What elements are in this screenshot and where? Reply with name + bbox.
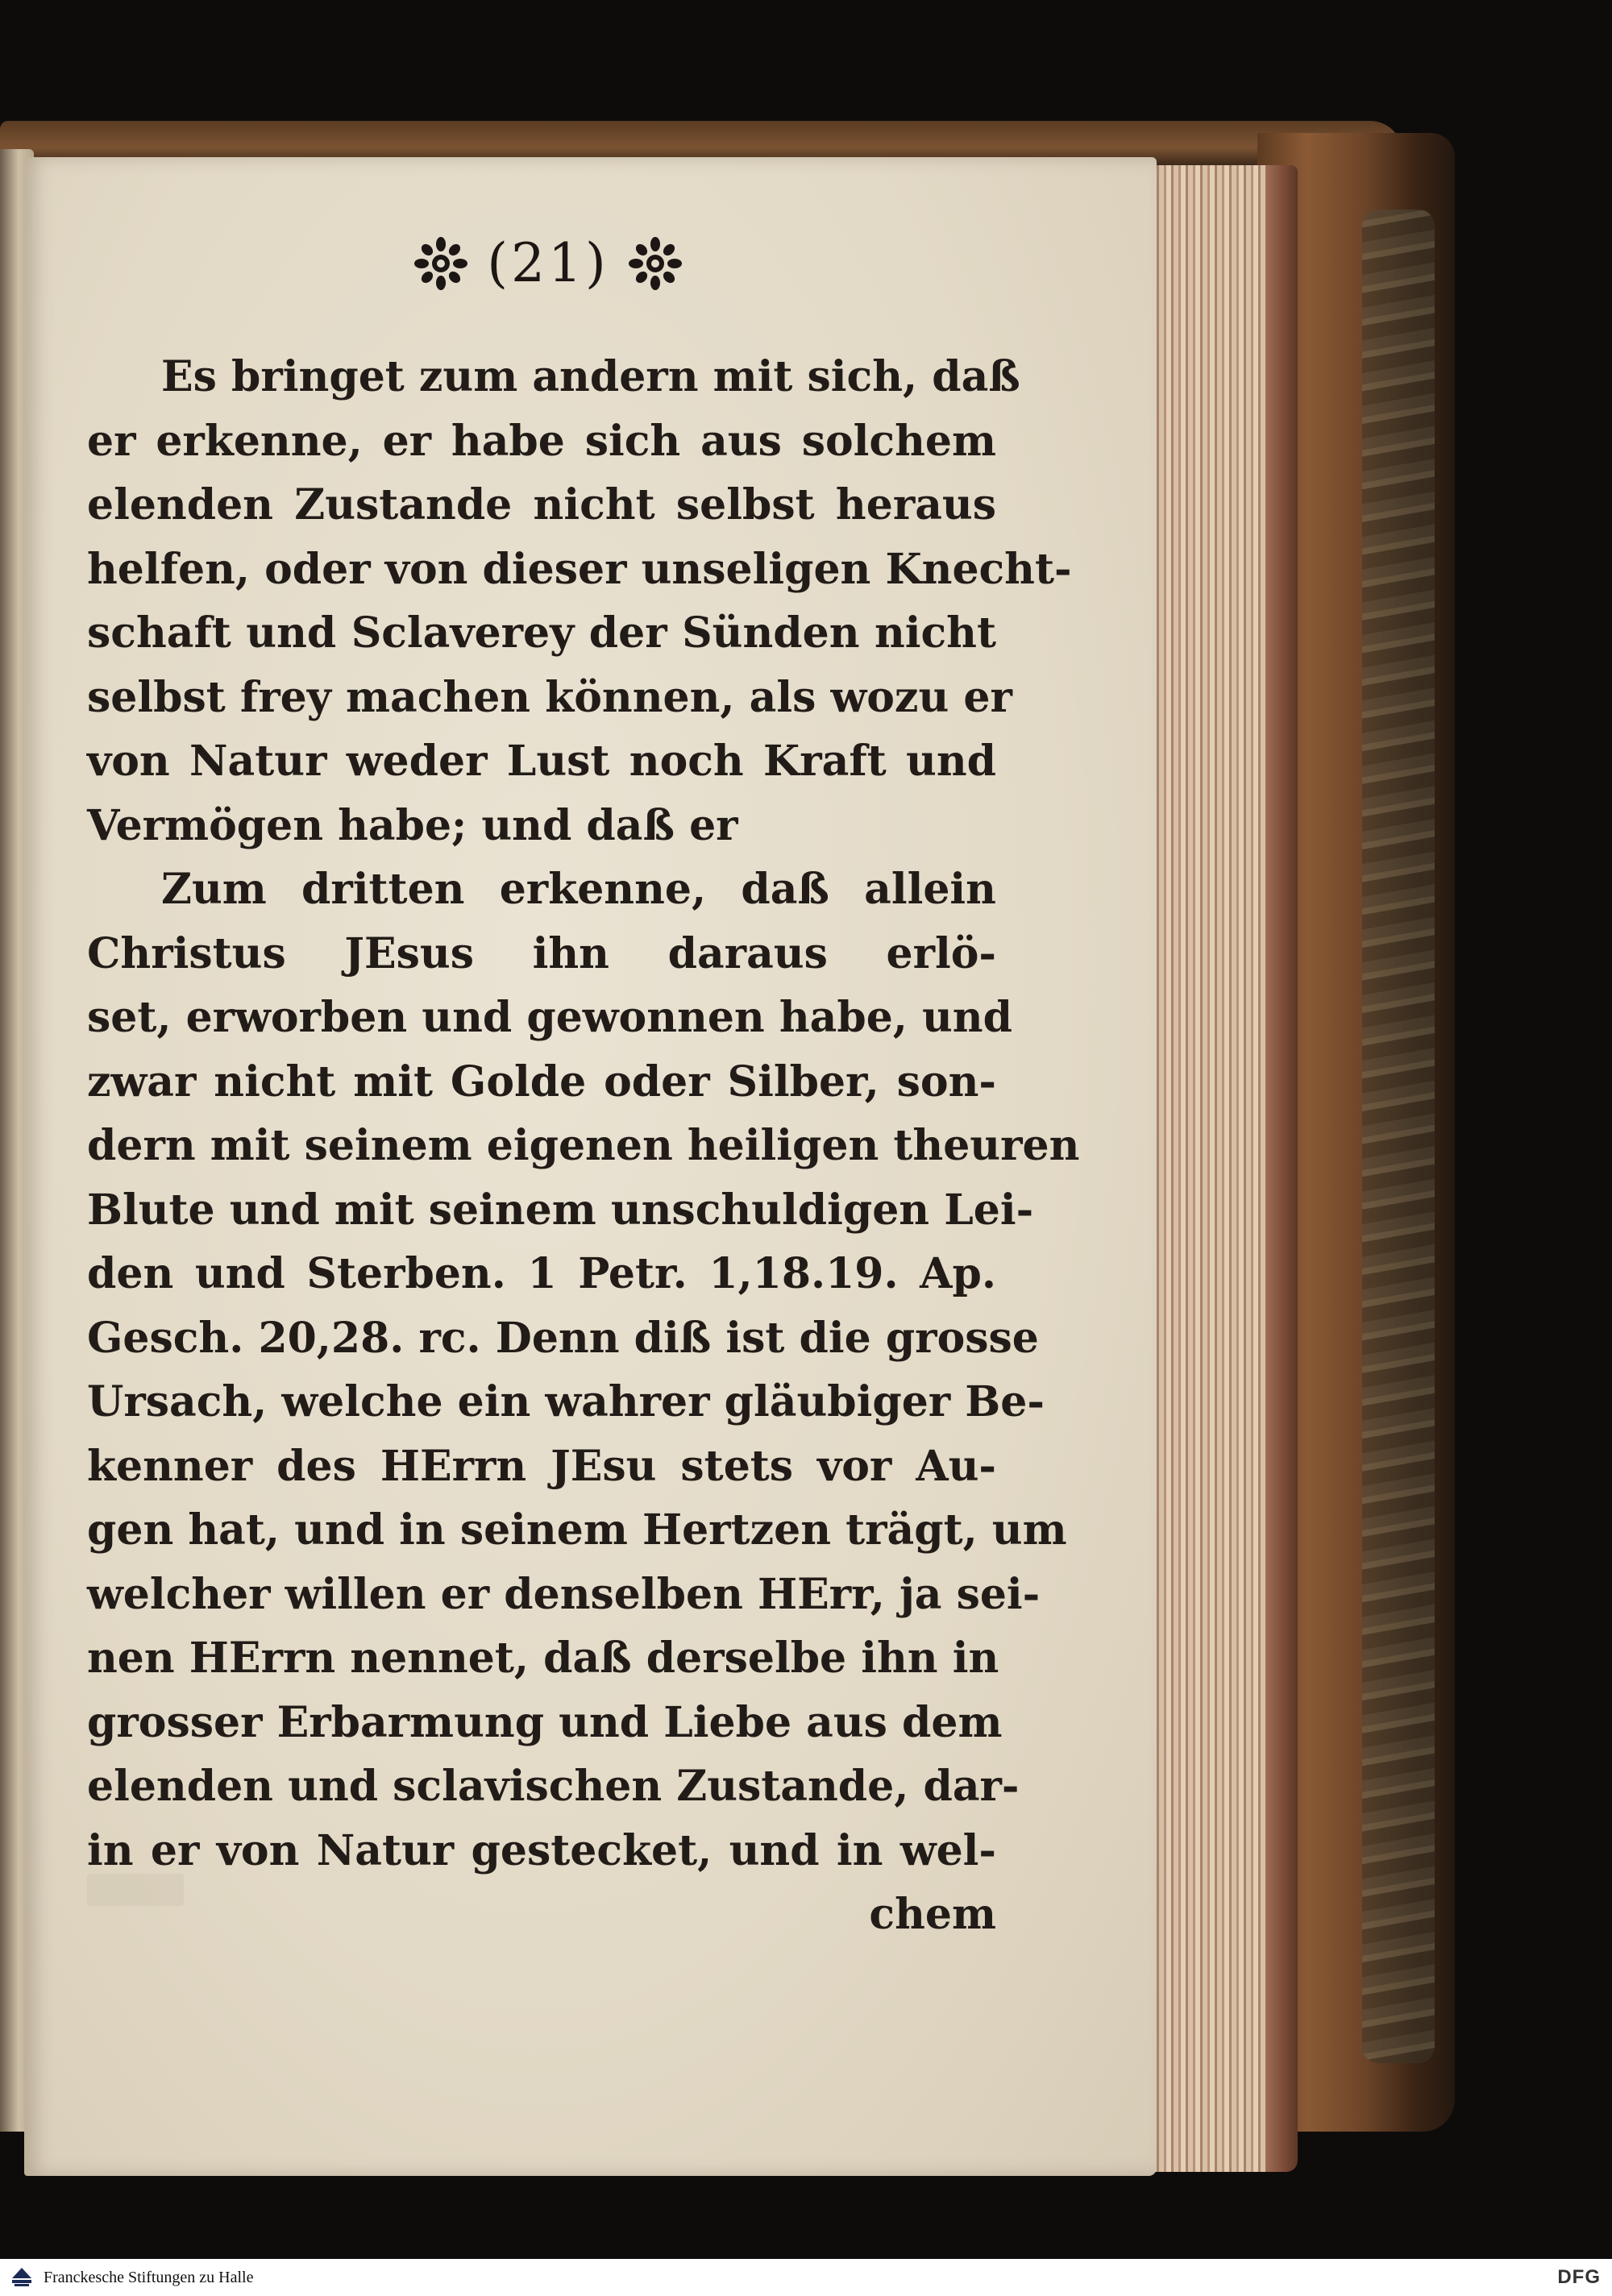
text-line: Blute und mit seinem unschuldigen Lei- bbox=[87, 1185, 1034, 1235]
ornament-right-icon bbox=[627, 235, 683, 292]
footer-bar bbox=[0, 2259, 1612, 2296]
catchword: chem bbox=[869, 1890, 996, 1939]
text-line: gen hat, und in seinem Hertzen trägt, um bbox=[87, 1505, 1067, 1555]
text-line: den und Sterben. 1 Petr. 1,18.19. Ap. bbox=[87, 1249, 996, 1298]
text-line: dern mit seinem eigenen heiligen theuren bbox=[87, 1121, 1080, 1170]
text-line: kenner des HErrn JEsu stets vor Au- bbox=[87, 1441, 996, 1491]
text-line: elenden Zustande nicht selbst heraus bbox=[87, 480, 996, 529]
cover-marbling bbox=[1362, 210, 1435, 2063]
text-line: Es bringet zum andern mit sich, daß bbox=[161, 352, 1020, 401]
text-line: grosser Erbarmung und Liebe aus dem bbox=[87, 1697, 1003, 1747]
institution-name: Franckesche Stiftungen zu Halle bbox=[44, 2268, 254, 2286]
text-line: von Natur weder Lust noch Kraft und bbox=[87, 737, 996, 786]
text-line: Christus JEsus ihn daraus erlö- bbox=[87, 928, 996, 978]
text-line: Vermögen habe; und daß er bbox=[87, 800, 738, 850]
text-line: Gesch. 20,28. rc. Denn diß ist die grosse bbox=[87, 1313, 1039, 1363]
text-line: Zum dritten erkenne, daß allein bbox=[161, 865, 996, 914]
text-line: set, erworben und gewonnen habe, und bbox=[87, 993, 1012, 1042]
text-line: schaft und Sclaverey der Sünden nicht bbox=[87, 608, 996, 658]
text-line: er erkenne, er habe sich aus solchem bbox=[87, 416, 996, 466]
text-line: welcher willen er denselben HErr, ja sei- bbox=[87, 1569, 1041, 1619]
page-edges bbox=[1145, 165, 1294, 2172]
text-line: Ursach, welche ein wahrer gläubiger Be- bbox=[87, 1377, 1045, 1426]
text-line: zwar nicht mit Golde oder Silber, son- bbox=[87, 1057, 996, 1106]
body-text bbox=[87, 345, 1080, 1947]
text-line: helfen, oder von dieser unseligen Knecht- bbox=[87, 544, 1072, 594]
text-line: selbst frey machen können, als wozu er bbox=[87, 672, 1012, 722]
text-line: nen HErrn nennet, daß derselbe ihn in bbox=[87, 1634, 999, 1683]
footer-left bbox=[8, 2264, 253, 2291]
dfg-logo: DFG bbox=[1557, 2266, 1601, 2288]
foundation-logo-icon bbox=[8, 2264, 35, 2291]
ornament-left-icon bbox=[413, 235, 469, 292]
text-line: elenden und sclavischen Zustande, dar- bbox=[87, 1762, 1020, 1811]
faint-ink-smudge bbox=[87, 1874, 184, 1906]
page-header bbox=[387, 227, 709, 300]
page-number: (21) bbox=[487, 232, 609, 294]
text-line: in er von Natur gestecket, und in wel- bbox=[87, 1825, 996, 1875]
